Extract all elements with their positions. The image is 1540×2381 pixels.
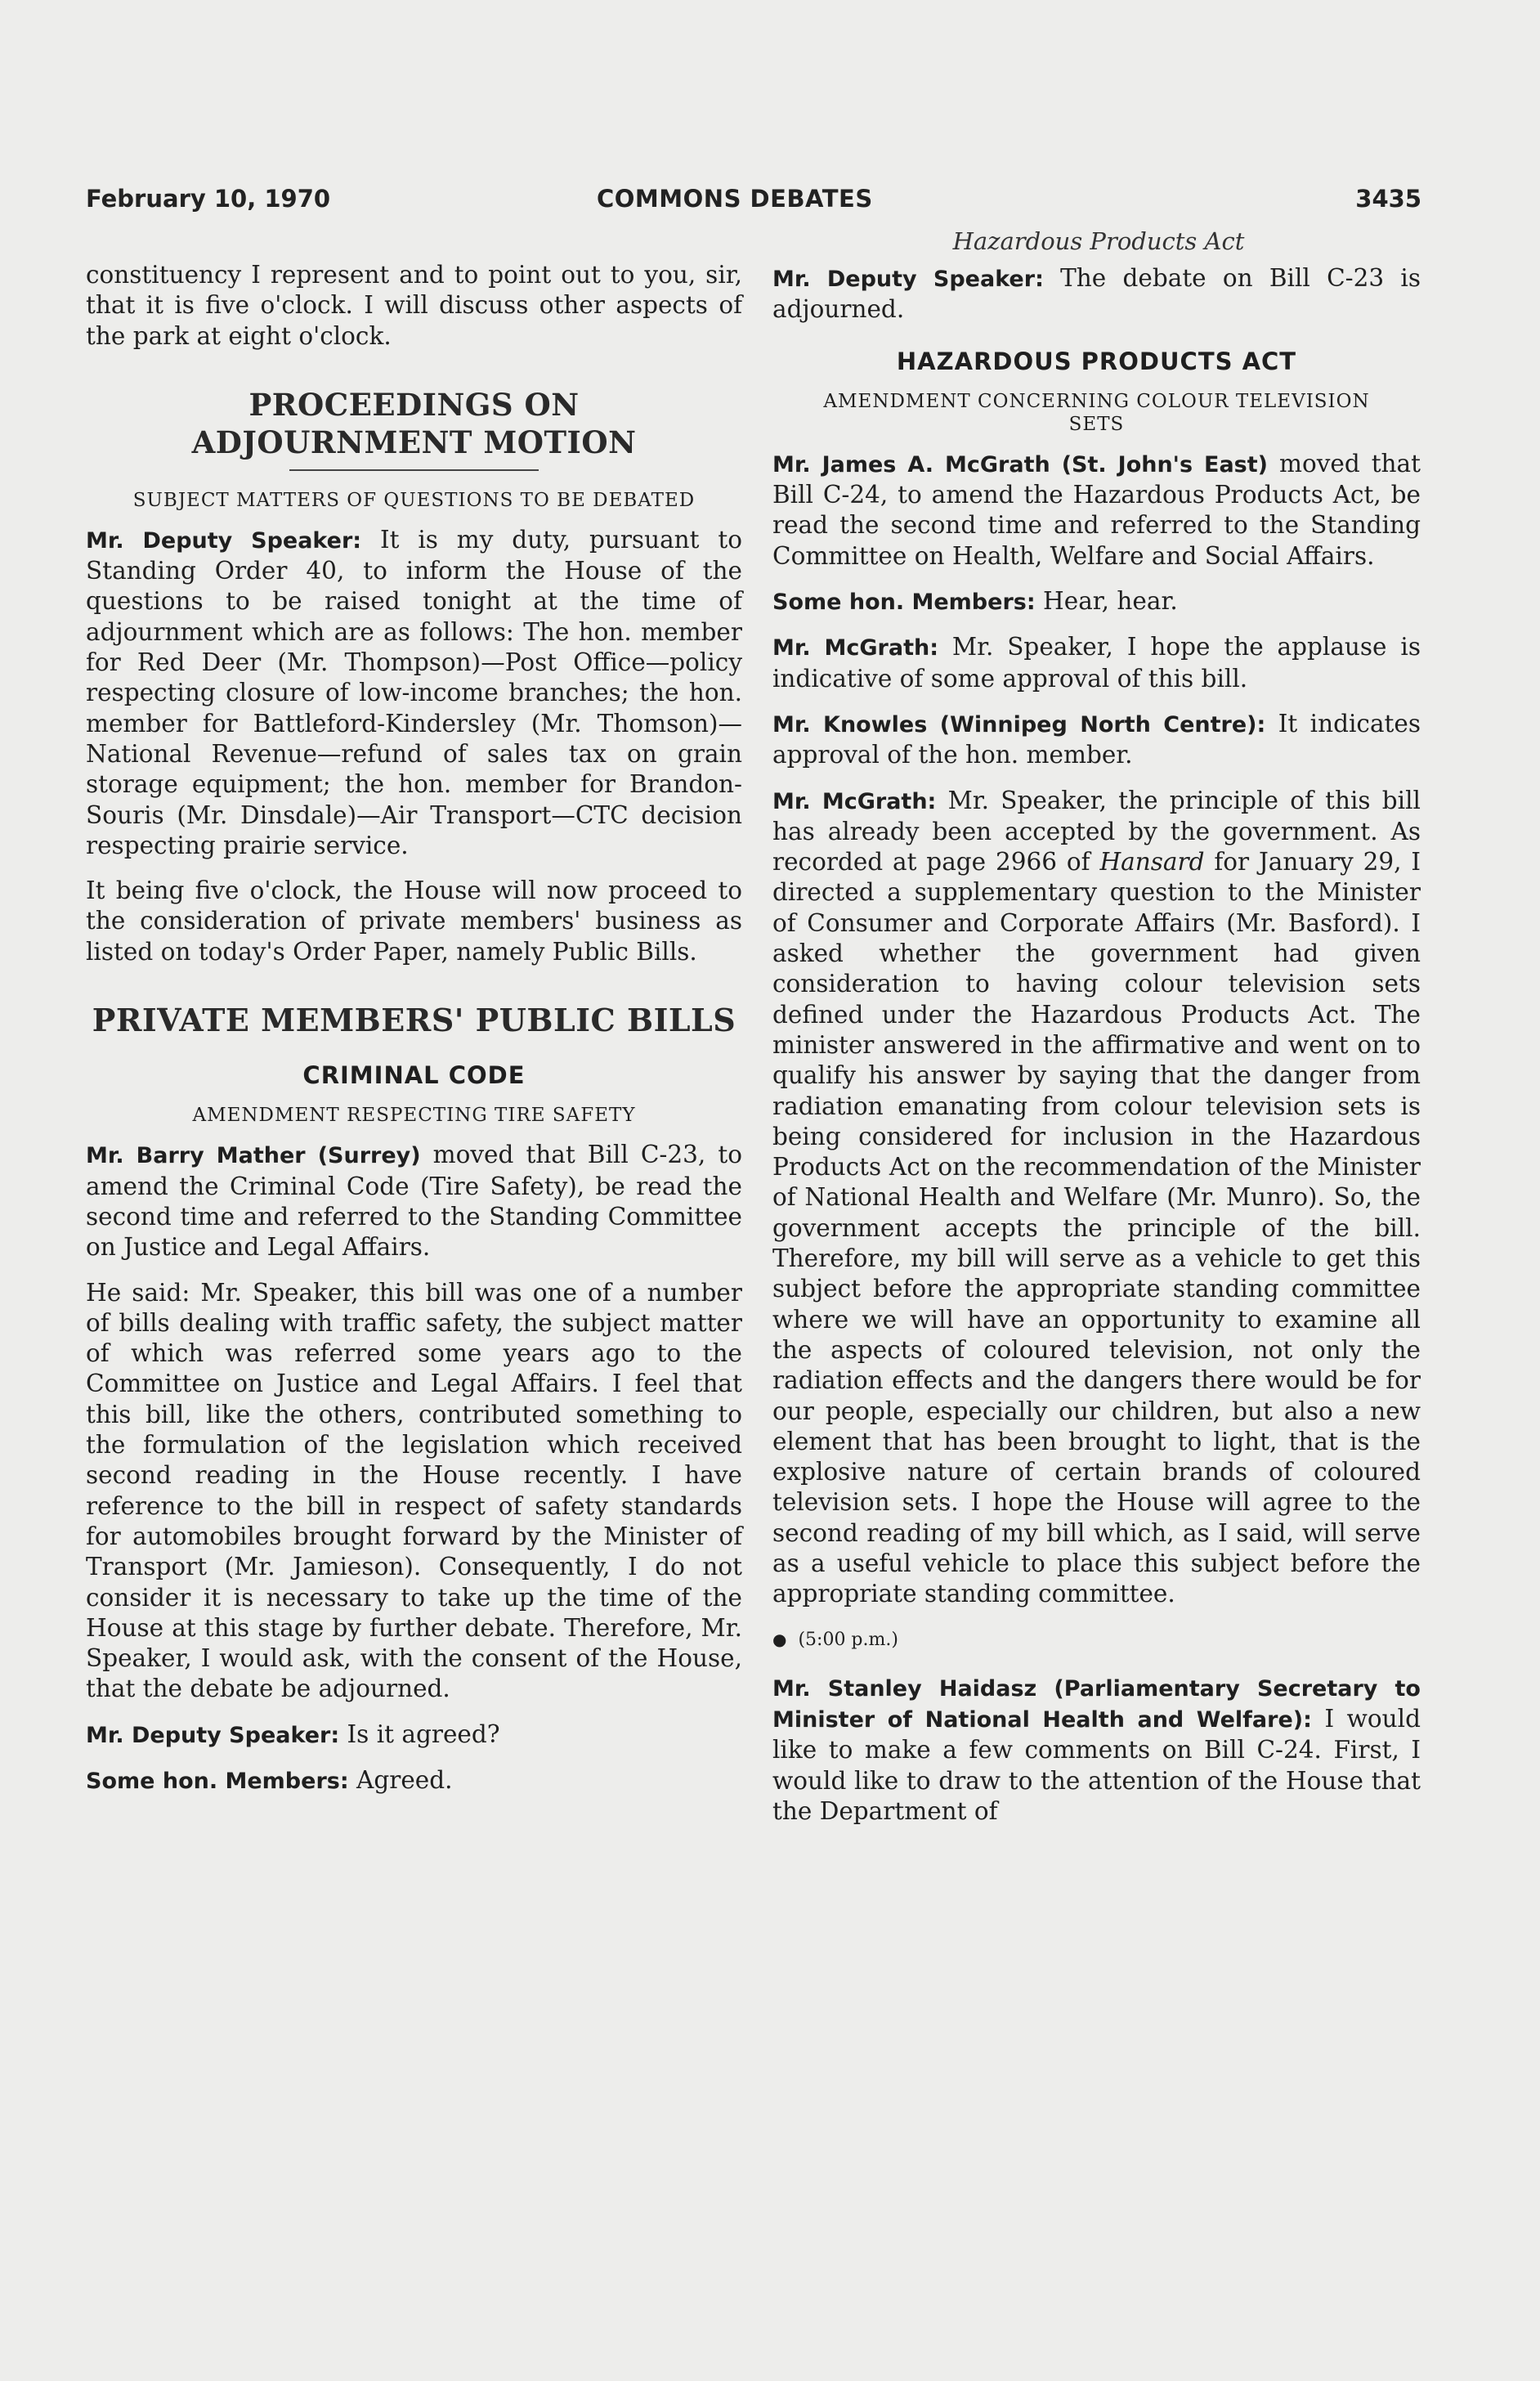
subheading: AMENDMENT RESPECTING TIRE SAFETY [192, 1105, 636, 1127]
running-head: Hazardous Products Act [952, 227, 1245, 255]
speaker-name: Mr. Stanley Haidasz (Parliamentary Secretary to Minister of National Health and Welfare): [772, 1675, 1421, 1733]
speaker-name: Mr. Deputy Speaker: [86, 1722, 340, 1748]
speaker-name: Mr. McGrath: [772, 635, 938, 661]
paragraph: Some hon. Members: Hear, hear. [772, 587, 1178, 616]
right-column [772, 263, 1421, 2144]
paragraph: Mr. Deputy Speaker: It is my duty, pursuant to Standing Order 40, to inform the House of the questions to be raised tonight at the time of adjournment which are as follows: The hon. member for Red Deer (Mr. Thompson)—Post Office—policy respecting closure of low-income branches; the hon. member for Battleford-Kindersley (Mr. Thomson)—National Revenue—refund of sales tax on grain storage equipment; the hon. member for Brandon-Souris (Mr. Dinsdale)—Air Transport—CTC decision respecting prairie service. [86, 525, 742, 859]
paragraph: It being five o'clock, the House will now proceed to the consideration of private members' business as listed on today's Order Paper, namely Public Bills. [86, 877, 742, 966]
speaker-name: Mr. Deputy Speaker: [772, 267, 1044, 292]
paragraph: Mr. McGrath: Mr. Speaker, I hope the applause is indicative of some approval of this bill. [772, 633, 1421, 693]
speaker-name: Mr. Barry Mather (Surrey) [86, 1143, 421, 1169]
speaker-name: Mr. McGrath: [772, 788, 937, 814]
paragraph: Mr. Knowles (Winnipeg North Centre): It indicates approval of the hon. member. [772, 709, 1421, 769]
subheading: SUBJECT MATTERS OF QUESTIONS TO BE DEBATED [132, 489, 696, 511]
speaker-name: Some hon. Members: [86, 1768, 349, 1794]
paragraph: constituency I represent and to point out to you, sir, that it is five o'clock. I will discuss other aspects of the park at eight o'clock. [86, 261, 742, 350]
paragraph: Mr. Deputy Speaker: Is it agreed? [86, 1720, 500, 1748]
bullet-icon: ● [772, 1629, 787, 1649]
italic-reference: Hansard [1099, 848, 1205, 877]
paragraph: Mr. James A. McGrath (St. John's East) moved that Bill C-24, to amend the Hazardous Products Act, be read the second time and referred to the Standing Committee on Health, Welfare and Social Affairs. [772, 449, 1421, 570]
subheading: AMENDMENT CONCERNING COLOUR TELEVISION SETS [823, 390, 1370, 435]
heading-rule [289, 469, 539, 471]
speaker-name: Some hon. Members: [772, 590, 1036, 616]
section-heading: PROCEEDINGS ON ADJOURNMENT MOTION [191, 386, 637, 460]
speaker-name: Mr. Deputy Speaker: [86, 527, 362, 554]
bill-heading: CRIMINAL CODE [302, 1061, 526, 1090]
paragraph: He said: Mr. Speaker, this bill was one of a number of bills dealing with traffic safety, the subject matter of which was referred some years ago to the Committee on Justice and Legal Affairs. I feel that this bill, like the others, contributed something to the formulation of the legislation which received second reading in the House recently. I have reference to the bill in respect of safety standards for automobiles brought forward by the Minister of Transport (Mr. Jamieson). Consequently, I do not consider it is necessary to take up the time of the House at this stage by further debate. Therefore, Mr. Speaker, I would ask, with the consent of the House, that the debate be adjourned. [86, 1278, 742, 1703]
paragraph: Mr. Barry Mather (Surrey) moved that Bill C-23, to amend the Criminal Code (Tire Safety), be read the second time and referred to the Standing Committee on Justice and Legal Affairs. [86, 1141, 742, 1262]
section-heading: PRIVATE MEMBERS' PUBLIC BILLS [92, 1002, 736, 1039]
header-title: COMMONS DEBATES [597, 185, 873, 213]
header-date: February 10, 1970 [86, 185, 331, 213]
page-header [86, 185, 1421, 217]
speaker-name: Mr. Knowles (Winnipeg North Centre): [772, 711, 1266, 738]
page-number: 3435 [1355, 185, 1421, 213]
bill-heading: HAZARDOUS PRODUCTS ACT [896, 347, 1297, 375]
left-column [86, 260, 742, 2141]
speaker-name: Mr. James A. McGrath (St. John's East) [772, 451, 1268, 478]
paragraph: Some hon. Members: Agreed. [86, 1765, 453, 1794]
paragraph: Mr. Deputy Speaker: The debate on Bill C-23 is adjourned. [772, 264, 1421, 324]
paragraph: Mr. McGrath: Mr. Speaker, the principle of this bill has already been accepted by the government. As recorded at page 2966 of Hansard for January 29, I directed a supplementary question to the Minister of Consumer and Corporate Affairs (Mr. Basford). I asked whether the government had given consideration to having colour television sets defined under the Hazardous Products Act. The minister answered in the affirmative and went on to qualify his answer by saying that the danger from radiation emanating from colour television sets is being considered for inclusion in the Hazardous Products Act on the recommendation of the Minister of National Health and Welfare (Mr. Munro). So, the government accepts the principle of the bill. Therefore, my bill will serve as a vehicle to get this subject before the appropriate standing committee where we will have an opportunity to examine all the aspects of coloured television, not only the radiation effects and the dangers there would be for our people, especially our children, but also a new element that has been brought to light, that is the explosive nature of certain brands of coloured television sets. I hope the House will agree to the second reading of my bill which, as I said, will serve as a useful vehicle to place this subject before the appropriate standing committee. [772, 786, 1421, 1608]
time-marker: ● (5:00 p.m.) [772, 1629, 898, 1650]
paragraph: Mr. Stanley Haidasz (Parliamentary Secretary to Minister of National Health and Welfare): I would like to make a few comments on Bill C-24. First, I would like to draw to the attention of the House that the Department of [772, 1675, 1421, 1826]
